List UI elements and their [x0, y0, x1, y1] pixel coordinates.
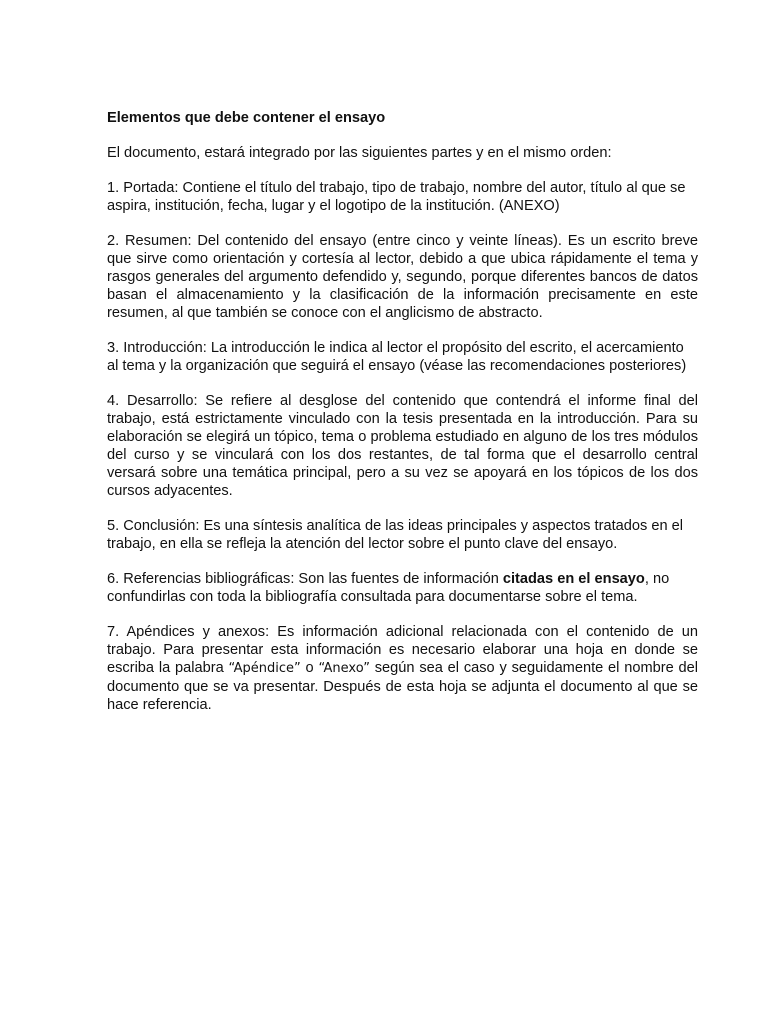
- section-resumen: 2. Resumen: Del contenido del ensayo (entre cinco y veinte líneas). Es un escrito breve que sirve como orientación y cortesía al lector, debido a que ubica rápidamente el tema y rasgos generales del argumento defendido y, segundo, porque diferentes bancos de datos basan el almacenamiento y la clasificación de la información precisamente en este resumen, al que también se conoce con el anglicismo de abstracto.: [107, 233, 698, 321]
- section-apendices: [107, 623, 698, 714]
- apendices-text-part3: según sea el caso y seguidamente el nombre del documento que se va presentar. Después de esta hoja se adjunta el documento al que se hace referencia.: [107, 660, 698, 713]
- referencias-text-before: 6. Referencias bibliográficas: Son las fuentes de información: [107, 571, 503, 587]
- section-desarrollo: 4. Desarrollo: Se refiere al desglose del contenido que contendrá el informe final del trabajo, está estrictamente vinculado con la tesis presentada en la introducción. Para su elaboración se elegirá un tópico, tema o problema estudiado en alguno de los tres módulos del curso y se vinculará con los dos restantes, de tal forma que el desarrollo central versará sobre una temática principal, pero a su vez se apoyará en los tópicos de los dos cursos adyacentes.: [107, 393, 698, 499]
- apendices-quote-apendice: “Apéndice”: [228, 661, 301, 676]
- referencias-text-after: , no confundirlas con toda la bibliografía consultada para documentarse sobre el tema.: [107, 571, 670, 605]
- apendices-text-part1: 7. Apéndices y anexos: Es información adicional relacionada con el contenido de un trabajo. Para presentar esta información es necesario elaborar una hoja en donde se escriba la palabra: [107, 624, 698, 676]
- document-body: [107, 109, 698, 731]
- section-portada: 1. Portada: Contiene el título del trabajo, tipo de trabajo, nombre del autor, título al que se aspira, institución, fecha, lugar y el logotipo de la institución. (ANEXO): [107, 180, 686, 214]
- referencias-bold-text: citadas en el ensayo: [502, 571, 645, 587]
- intro-paragraph: El documento, estará integrado por las siguientes partes y en el mismo orden:: [107, 145, 612, 161]
- section-referencias: [107, 570, 698, 606]
- apendices-quote-anexo: “Anexo”: [318, 661, 370, 676]
- section-introduccion: 3. Introducción: La introducción le indica al lector el propósito del escrito, el acercamiento al tema y la organización que seguirá el ensayo (véase las recomendaciones posteriores): [107, 340, 687, 374]
- document-title: Elementos que debe contener el ensayo: [107, 110, 386, 126]
- apendices-text-part2: o: [300, 660, 319, 676]
- section-conclusion: 5. Conclusión: Es una síntesis analítica de las ideas principales y aspectos tratados en el trabajo, en ella se refleja la atención del lector sobre el punto clave del ensayo.: [107, 518, 683, 552]
